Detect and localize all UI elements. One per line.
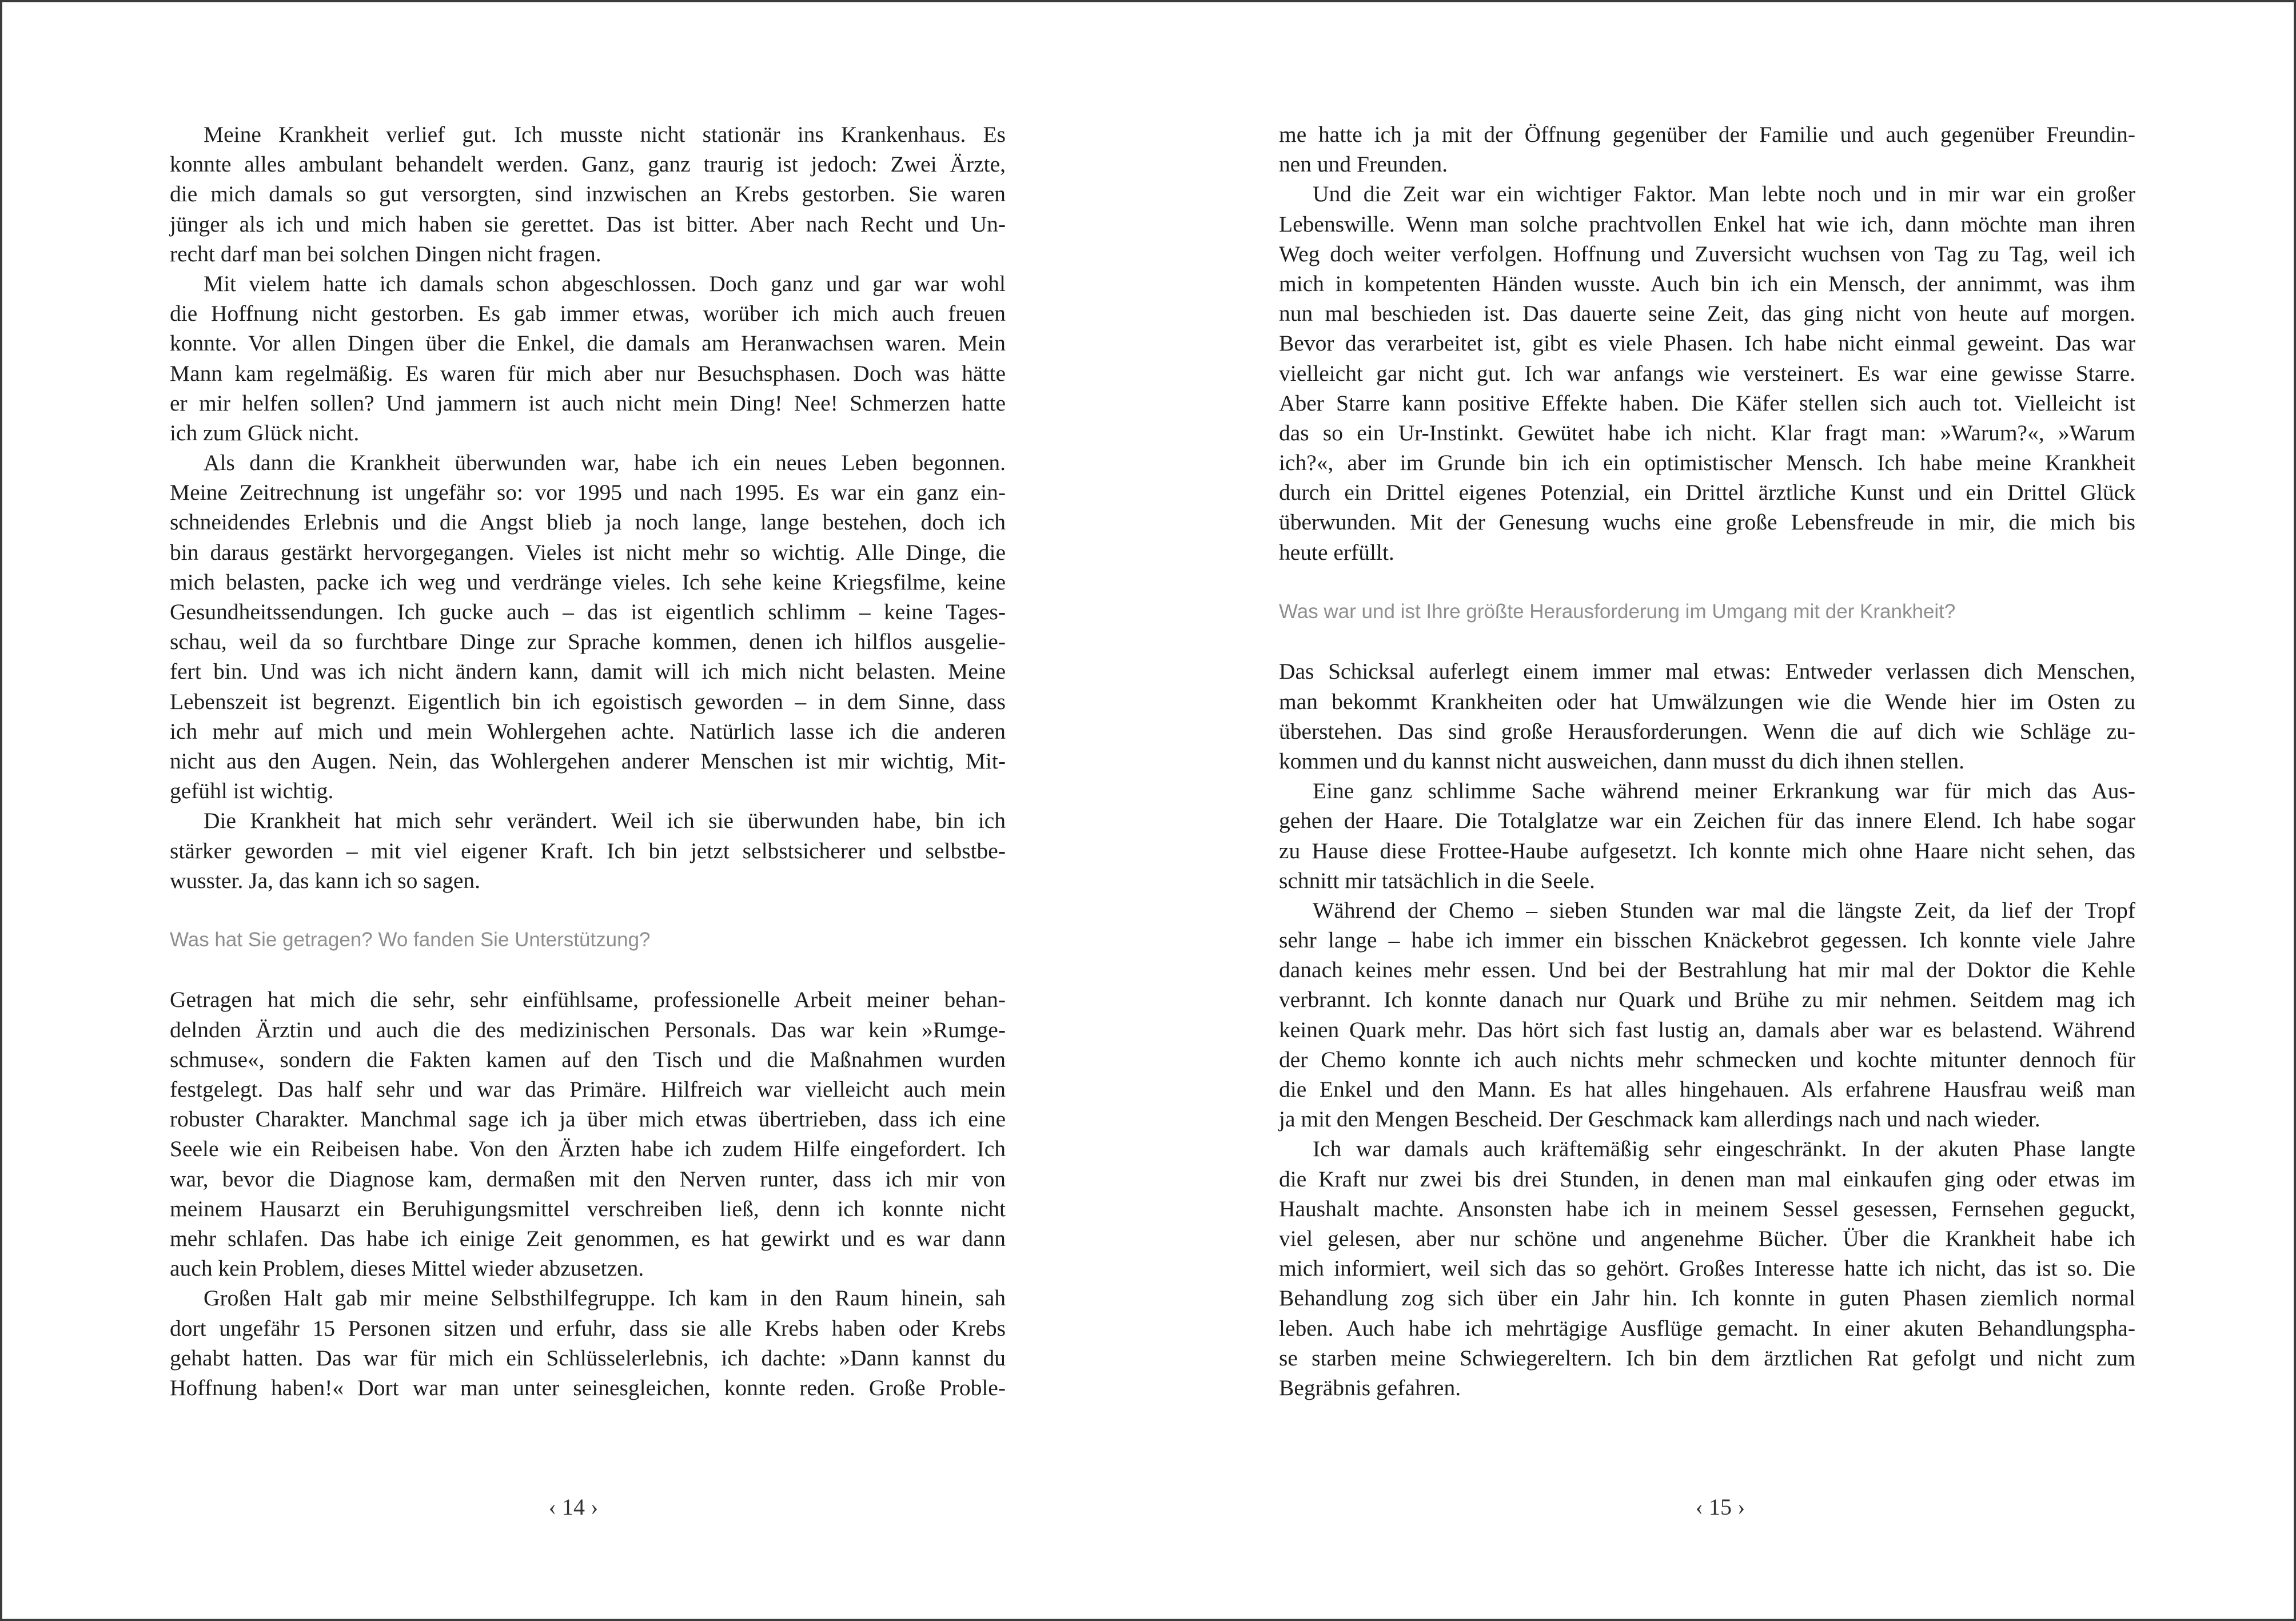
text-line: festgelegt. Das half sehr und war das Primäre. Hilfreich war vielleicht auch mein — [170, 1077, 1006, 1102]
text-line: Gesundheitssendungen. Ich gucke auch – das ist eigentlich schlimm – keine Tages- — [170, 599, 1006, 624]
text-line: die Hoffnung nicht gestorben. Es gab immer etwas, worüber ich mich auch freuen — [170, 301, 1006, 326]
paragraph — [170, 806, 1006, 895]
text-line: die mich damals so gut versorgten, sind inzwischen an Krebs gestorben. Sie waren — [170, 181, 1006, 207]
text-line: Lebenswille. Wenn man solche prachtvollen Enkel hat wie ich, dann möchte man ihren — [1279, 211, 2135, 237]
text-line: Meine Krankheit verlief gut. Ich musste nicht stationär ins Krankenhaus. Es — [204, 122, 1006, 147]
paragraph — [1279, 776, 2135, 895]
paragraph — [1279, 656, 2135, 776]
text-line: Großen Halt gab mir meine Selbsthilfegruppe. Ich kam in den Raum hinein, sah — [204, 1285, 1006, 1311]
text-line: Und die Zeit war ein wichtiger Faktor. Man lebte noch und in mir war ein großer — [1313, 181, 2135, 207]
paragraph — [170, 1283, 1006, 1403]
text-line: Lebenszeit ist begrenzt. Eigentlich bin ich egoistisch geworden – in dem Sinne, dass — [170, 688, 1006, 714]
paragraph — [1279, 120, 2135, 179]
text-line: konnte alles ambulant behandelt werden. Ganz, ganz traurig ist jedoch: Zwei Ärzte, — [170, 152, 1006, 177]
text-line: dort ungefähr 15 Personen sitzen und erfuhr, dass sie alle Krebs haben oder Krebs — [170, 1315, 1006, 1341]
text-line: viel gelesen, aber nur schöne und angenehme Bücher. Über die Krankheit habe ich — [1279, 1225, 2135, 1251]
text-line: nen und Freunden. — [1279, 152, 1448, 177]
text-line: mich informiert, weil sich das so gehört. Großes Interesse hatte ich nicht, das ist so. Die — [1279, 1256, 2135, 1281]
text-line: ja mit den Mengen Bescheid. Der Geschmack kam allerdings nach und nach wieder. — [1279, 1106, 2040, 1132]
text-line: Das Schicksal auferlegt einem immer mal etwas: Entweder verlassen dich Menschen, — [1279, 659, 2135, 684]
text-line: Mann kam regelmäßig. Es waren für mich aber nur Besuchsphasen. Doch was hätte — [170, 360, 1006, 386]
paragraph — [170, 120, 1006, 269]
paragraph — [1279, 1134, 2135, 1403]
text-line: ich mehr auf mich und mein Wohlergehen achte. Natürlich lasse ich die anderen — [170, 718, 1006, 744]
text-line: delnden Ärztin und auch die des medizinischen Personals. Das war kein »Rumge- — [170, 1017, 1006, 1042]
text-line: Getragen hat mich die sehr, sehr einfühlsame, professionelle Arbeit meiner behan- — [170, 987, 1006, 1013]
text-line: überwunden. Mit der Genesung wuchs eine große Lebensfreude in mir, die mich bis — [1279, 509, 2135, 535]
text-line: mich belasten, packe ich weg und verdränge vieles. Ich sehe keine Kriegsfilme, keine — [170, 569, 1006, 595]
text-line: Haushalt machte. Ansonsten habe ich in meinem Sessel gesessen, Fernsehen geguckt, — [1279, 1196, 2135, 1221]
text-line: Als dann die Krankheit überwunden war, habe ich ein neues Leben begonnen. — [204, 450, 1006, 476]
text-line: Während der Chemo – sieben Stunden war mal die längste Zeit, da lief der Tropf — [1313, 897, 2135, 923]
text-line: Die Krankheit hat mich sehr verändert. Weil ich sie überwunden habe, bin ich — [204, 808, 1006, 834]
text-line: jünger als ich und mich haben sie gerettet. Das ist bitter. Aber nach Recht und Un- — [170, 211, 1006, 237]
text-line: Meine Zeitrechnung ist ungefähr so: vor 1995 und nach 1995. Es war ein ganz ein- — [170, 480, 1006, 505]
text-line: bin daraus gestärkt hervorgegangen. Vieles ist nicht mehr so wichtig. Alle Dinge, die — [170, 539, 1006, 565]
text-line: keinen Quark mehr. Das hört sich fast lustig an, damals aber war es belastend. Während — [1279, 1017, 2135, 1042]
text-line: konnte. Vor allen Dingen über die Enkel, die damals am Heranwachsen waren. Mein — [170, 330, 1006, 356]
text-line: vielleicht gar nicht gut. Ich war anfangs wie versteinert. Es war eine gewisse Starre. — [1279, 360, 2135, 386]
text-line: schneidendes Erlebnis und die Angst blieb ja noch lange, lange bestehen, doch ich — [170, 509, 1006, 535]
right-page-text — [1279, 120, 2135, 1403]
text-line: nun mal beschieden ist. Das dauerte seine Zeit, das ging nicht von heute auf morgen. — [1279, 301, 2135, 326]
text-line: Aber Starre kann positive Effekte haben. Die Käfer stellen sich auch tot. Vielleicht ist — [1279, 390, 2135, 416]
text-line: zu Hause diese Frottee-Haube aufgesetzt. Ich konnte mich ohne Haare nicht sehen, das — [1279, 838, 2135, 863]
interview-question-heading: Was hat Sie getragen? Wo fanden Sie Unterstützung? — [170, 929, 651, 951]
text-line: Mit vielem hatte ich damals schon abgeschlossen. Doch ganz und gar war wohl — [204, 270, 1006, 296]
text-line: ich zum Glück nicht. — [170, 420, 360, 445]
text-line: Ich war damals auch kräftemäßig sehr eingeschränkt. In der akuten Phase langte — [1313, 1136, 2135, 1162]
paragraph — [170, 269, 1006, 448]
text-line: fert bin. Und was ich nicht ändern kann, damit will ich mich nicht belasten. Meine — [170, 659, 1006, 684]
text-line: Eine ganz schlimme Sache während meiner Erkrankung war für mich das Aus- — [1313, 778, 2135, 804]
text-line: schnitt mir tatsächlich in die Seele. — [1279, 867, 1595, 893]
text-line: er mir helfen sollen? Und jammern ist auch nicht mein Ding! Nee! Schmerzen hatte — [170, 390, 1006, 416]
text-line: war, bevor die Diagnose kam, dermaßen mit den Nerven runter, dass ich mir von — [170, 1166, 1006, 1192]
text-line: me hatte ich ja mit der Öffnung gegenüber der Familie und auch gegenüber Freundin- — [1279, 122, 2135, 147]
text-line: das so ein Ur-Instinkt. Gewütet habe ich nicht. Klar fragt man: »Warum?«, »Warum — [1279, 420, 2135, 445]
text-line: robuster Charakter. Manchmal sage ich ja über mich etwas übertrieben, dass ich eine — [170, 1106, 1006, 1132]
text-line: man bekommt Krankheiten oder hat Umwälzungen wie die Wende hier im Osten zu — [1279, 688, 2135, 714]
text-line: Begräbnis gefahren. — [1279, 1375, 1461, 1400]
text-line: Behandlung zog sich über ein Jahr hin. Ich konnte in guten Phasen ziemlich normal — [1279, 1285, 2135, 1311]
text-line: schmuse«, sondern die Fakten kamen auf den Tisch und die Maßnahmen wurden — [170, 1046, 1006, 1072]
text-line: die Enkel und den Mann. Es hat alles hingehauen. Als erfahrene Hausfrau weiß man — [1279, 1077, 2135, 1102]
text-line: schau, weil da so furchtbare Dinge zur Sprache kommen, denen ich hilflos ausgelie- — [170, 629, 1006, 655]
text-line: gehabt hatten. Das war für mich ein Schlüsselerlebnis, ich dachte: »Dann kannst du — [170, 1345, 1006, 1371]
text-line: danach keines mehr essen. Und bei der Bestrahlung hat mir mal der Doktor die Kehle — [1279, 957, 2135, 983]
page-number-left: ‹ 14 › — [548, 1494, 599, 1520]
text-line: meinem Hausarzt ein Beruhigungsmittel verschreiben ließ, denn ich konnte nicht — [170, 1196, 1006, 1221]
left-page-text — [170, 120, 1006, 1403]
text-line: kommen und du kannst nicht ausweichen, dann musst du dich ihnen stellen. — [1279, 748, 1965, 774]
text-line: der Chemo konnte ich auch nichts mehr schmecken und kochte mitunter dennoch für — [1279, 1046, 2135, 1072]
text-line: sehr lange – habe ich immer ein bisschen Knäckebrot gegessen. Ich konnte viele Jahre — [1279, 927, 2135, 953]
text-line: Bevor das verarbeitet ist, gibt es viele Phasen. Ich habe nicht einmal geweint. Das war — [1279, 330, 2135, 356]
text-line: Weg doch weiter verfolgen. Hoffnung und Zuversicht wuchsen von Tag zu Tag, weil ich — [1279, 241, 2135, 266]
text-line: gefühl ist wichtig. — [170, 778, 334, 804]
text-line: durch ein Drittel eigenes Potenzial, ein Drittel ärztliche Kunst und ein Drittel Glück — [1279, 480, 2135, 505]
text-line: leben. Auch habe ich mehrtägige Ausflüge gemacht. In einer akuten Behandlungspha- — [1279, 1315, 2135, 1341]
paragraph — [1279, 179, 2135, 567]
paragraph — [170, 448, 1006, 806]
text-line: stärker geworden – mit viel eigener Kraft. Ich bin jetzt selbstsicherer und selbstbe- — [170, 838, 1006, 863]
text-line: heute erfüllt. — [1279, 539, 1394, 565]
text-line: se starben meine Schwiegereltern. Ich bin dem ärztlichen Rat gefolgt und nicht zum — [1279, 1345, 2135, 1371]
text-line: ich?«, aber im Grunde bin ich ein optimistischer Mensch. Ich habe meine Krankheit — [1279, 450, 2135, 476]
text-line: überstehen. Das sind große Herausforderungen. Wenn die auf dich wie Schläge zu- — [1279, 718, 2135, 744]
text-line: Hoffnung haben!« Dort war man unter seinesgleichen, konnte reden. Große Proble- — [170, 1375, 1006, 1400]
text-line: gehen der Haare. Die Totalglatze war ein Zeichen für das innere Elend. Ich habe sogar — [1279, 808, 2135, 834]
text-line: wusster. Ja, das kann ich so sagen. — [170, 867, 481, 893]
page-number-right: ‹ 15 › — [1695, 1494, 1745, 1520]
text-line: mehr schlafen. Das habe ich einige Zeit genommen, es hat gewirkt und es war dann — [170, 1225, 1006, 1251]
text-line: die Kraft nur zwei bis drei Stunden, in denen man mal einkaufen ging oder etwas im — [1279, 1166, 2135, 1192]
text-line: verbrannt. Ich konnte danach nur Quark und Brühe zu mir nehmen. Seitdem mag ich — [1279, 987, 2135, 1013]
text-line: auch kein Problem, dieses Mittel wieder abzusetzen. — [170, 1256, 644, 1281]
paragraph — [1279, 895, 2135, 1134]
text-line: recht darf man bei solchen Dingen nicht fragen. — [170, 241, 601, 266]
paragraph — [170, 985, 1006, 1283]
interview-question-heading: Was war und ist Ihre größte Herausforderung im Umgang mit der Krankheit? — [1279, 600, 1956, 623]
text-line: nicht aus den Augen. Nein, das Wohlergehen anderer Menschen ist mir wichtig, Mit- — [170, 748, 1006, 774]
text-line: mich in kompetenten Händen wusste. Auch bin ich ein Mensch, der annimmt, was ihm — [1279, 270, 2135, 296]
text-line: Seele wie ein Reibeisen habe. Von den Ärzten habe ich zudem Hilfe eingefordert. Ich — [170, 1136, 1006, 1162]
